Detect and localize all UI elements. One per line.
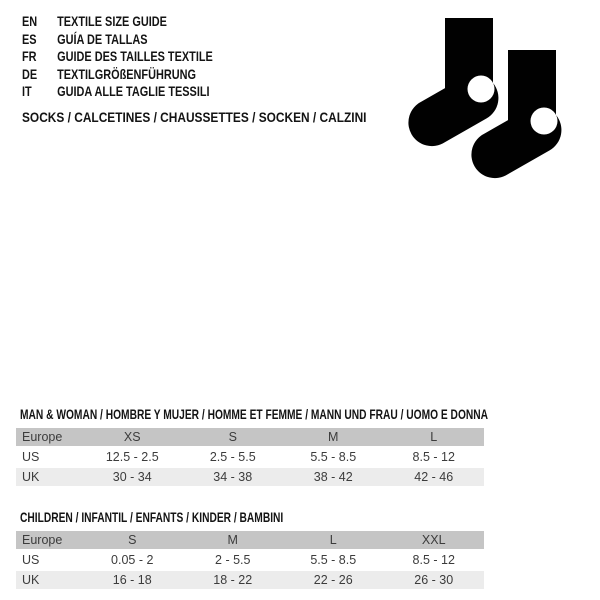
col-header-region: Europe	[22, 430, 63, 444]
size-value: 12.5 - 2.5	[105, 450, 159, 464]
size-value: 8.5 - 12	[412, 450, 455, 464]
size-value: 38 - 42	[313, 470, 353, 484]
language-row-es	[22, 31, 213, 49]
table-row-us	[16, 551, 484, 569]
col-header-size: S	[228, 430, 237, 444]
table-header-row	[16, 428, 484, 446]
size-value: 26 - 30	[414, 573, 454, 587]
size-value: 2.5 - 5.5	[209, 450, 256, 464]
size-value: 34 - 38	[213, 470, 253, 484]
product-category-title: SOCKS / CALCETINES / CHAUSSETTES / SOCKEN / CALZINI	[22, 109, 367, 125]
sock-heel-circle	[468, 76, 495, 103]
size-value: 22 - 26	[313, 573, 353, 587]
row-label: US	[22, 450, 40, 464]
size-value: 16 - 18	[112, 573, 152, 587]
language-code: ES	[22, 30, 37, 47]
col-header-size: L	[430, 430, 438, 444]
language-label: GUÍA DE TALLAS	[57, 30, 148, 47]
row-label: UK	[22, 573, 40, 587]
row-label: US	[22, 553, 40, 567]
table-title-children: CHILDREN / INFANTIL / ENFANTS / KINDER / BAMBINI	[20, 509, 284, 525]
size-value: 8.5 - 12	[412, 553, 455, 567]
language-code: IT	[22, 83, 32, 100]
size-value: 42 - 46	[414, 470, 454, 484]
size-value: 5.5 - 8.5	[310, 553, 357, 567]
col-header-size: S	[128, 533, 137, 547]
table-row-uk	[16, 468, 484, 486]
size-table-children	[16, 531, 484, 591]
size-value: 2 - 5.5	[215, 553, 251, 567]
col-header-size: L	[329, 533, 337, 547]
language-list	[22, 13, 267, 101]
size-value: 18 - 22	[213, 573, 253, 587]
col-header-size: M	[227, 533, 238, 547]
size-value: 5.5 - 8.5	[310, 450, 357, 464]
table-title-man-woman: MAN & WOMAN / HOMBRE Y MUJER / HOMME ET FEMME / MANN UND FRAU / UOMO E DONNA	[20, 406, 489, 422]
language-label: GUIDA ALLE TAGLIE TESSILI	[57, 83, 210, 100]
row-label: UK	[22, 470, 40, 484]
size-table-man-woman	[16, 428, 484, 488]
socks-icon	[390, 0, 600, 200]
col-header-size: XS	[123, 430, 141, 444]
language-label: TEXTILE SIZE GUIDE	[57, 13, 167, 29]
size-value: 30 - 34	[112, 470, 152, 484]
size-value: 0.05 - 2	[111, 553, 154, 567]
language-code: DE	[22, 65, 38, 82]
language-row-fr	[22, 48, 213, 66]
language-row-en	[22, 13, 213, 31]
col-header-region: Europe	[22, 533, 63, 547]
table-row-us	[16, 448, 484, 466]
language-code: FR	[22, 48, 37, 65]
language-label: TEXTILGRÖßENFÜHRUNG	[57, 65, 197, 82]
language-code: EN	[22, 13, 38, 29]
col-header-size: XXL	[421, 533, 446, 547]
table-row-uk	[16, 571, 484, 589]
language-row-it	[22, 83, 213, 101]
language-label: GUIDE DES TAILLES TEXTILE	[57, 48, 213, 65]
sock-heel-circle	[531, 108, 558, 135]
table-header-row	[16, 531, 484, 549]
col-header-size: M	[328, 430, 339, 444]
language-row-de	[22, 66, 213, 84]
